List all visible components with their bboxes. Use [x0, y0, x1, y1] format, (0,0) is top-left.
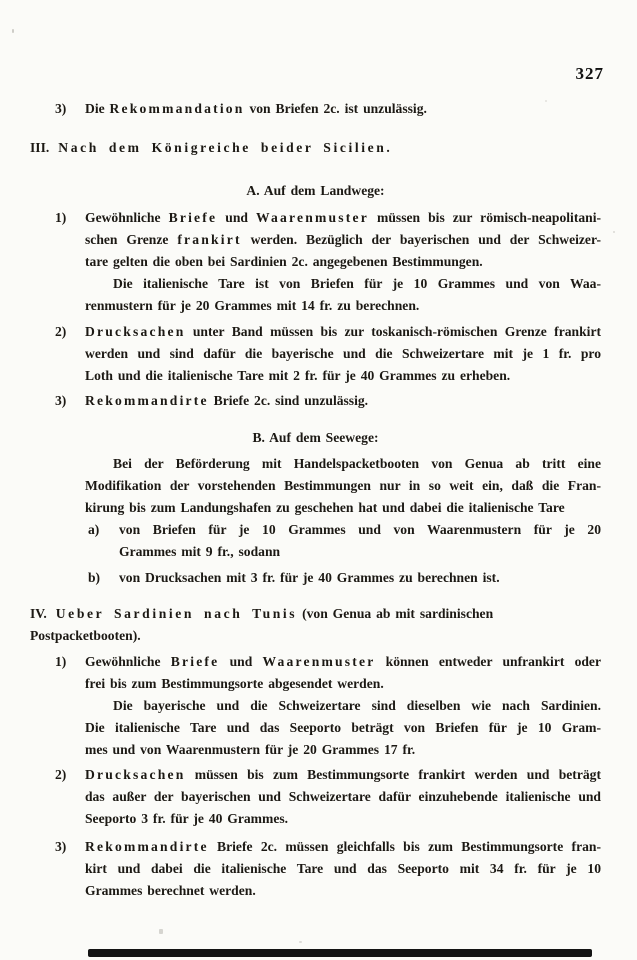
text-line: Die italienische Tare und das Seeporto beträgt von Briefen für je 10 Gram- [85, 720, 601, 735]
scan-edge-bar [88, 949, 592, 957]
text-line: mes und von Waarenmustern für je 20 Grammes 17 fr. [85, 742, 416, 757]
scan-speck [545, 100, 547, 102]
section-title: Nach dem Königreiche beider Sicilien. [58, 140, 393, 155]
item-number: 2) [55, 767, 67, 782]
paragraph [85, 695, 601, 761]
sub-list-item [88, 519, 601, 563]
item-letter: b) [88, 570, 101, 585]
text-line: Rekommandirte Briefe 2c. müssen gleichfalls bis zum Bestimmungsorte fran- [85, 839, 601, 854]
text-line: renmustern für je 20 Grammes mit 14 fr. zu berechnen. [85, 298, 420, 313]
item-text [85, 321, 601, 387]
text-line: Drucksachen unter Band müssen bis zur toskanisch-römischen Grenze frankirt [85, 324, 601, 339]
item-number: 2) [55, 324, 67, 339]
paragraph [85, 453, 601, 519]
text-line: Drucksachen müssen bis zum Bestimmungsorte frankirt werden und beträgt [85, 767, 601, 782]
text-line: das außer der bayerischen und Schweizertare dafür einzuhebende italienische und [85, 789, 601, 804]
item-text [85, 836, 601, 902]
text-line: Modifikation der vorstehenden Bestimmungen nur in so weit ein, daß die Fran- [85, 478, 601, 493]
section-title: Ueber Sardinien nach Tunis [55, 606, 298, 621]
subsection-heading-a: A. Auf dem Landwege: [246, 183, 385, 198]
paragraph [85, 273, 601, 317]
text-line: tare gelten die oben bei Sardinien 2c. angegebenen Bestimmungen. [85, 254, 483, 269]
paragraph-block [55, 453, 601, 519]
text-line: Loth und die italienische Tare mit 2 fr. für je 40 Grammes zu erheben. [85, 368, 511, 383]
list-item [55, 764, 601, 830]
section-title-tail: (von Genua ab mit sardinischen Postpacketbooten). [30, 606, 494, 643]
item-text [85, 764, 601, 830]
text-line: kirung bis zum Landungshafen zu geschehen hat und dabei die italienische Tare [85, 500, 565, 515]
list-item [55, 207, 601, 317]
list-item [55, 321, 601, 387]
section-numeral: III. [30, 140, 50, 155]
scan-speck [299, 941, 302, 943]
text-line: von Briefen für je 10 Grammes und von Waarenmustern für je 20 [119, 522, 601, 537]
text-line: Gewöhnliche Briefe und Waarenmuster müssen bis zur römisch-neapolitani- [85, 210, 602, 225]
text-line: Grammes berechnet werden. [85, 883, 256, 898]
item-number: 3) [55, 101, 67, 116]
section-heading-iii [30, 137, 601, 159]
sub-list-item [88, 567, 601, 589]
paragraph [85, 207, 601, 273]
section-heading-iv [30, 603, 601, 647]
section-numeral: IV. [30, 606, 47, 621]
text-line: Die bayerische und die Schweizertare sind dieselben wie nach Sardinien. [113, 698, 601, 713]
item-text [85, 390, 601, 412]
item-text [119, 519, 601, 563]
item-text [119, 567, 601, 589]
paragraph [85, 651, 601, 695]
subsection-heading-b: B. Auf dem Seewege: [252, 430, 379, 445]
item-number: 1) [55, 210, 67, 225]
list-item [55, 390, 601, 412]
item-text [85, 207, 601, 317]
scan-speck [613, 231, 615, 233]
text-line: Grammes mit 9 fr., sodann [119, 544, 281, 559]
item-number: 1) [55, 654, 67, 669]
item-number-spacer [55, 453, 85, 519]
list-item [55, 651, 601, 761]
item-number: 3) [55, 393, 67, 408]
text-line: kirt und dabei die italienische Tare und das Seeporto mit 34 fr. für je 10 [85, 861, 601, 876]
text-line: Rekommandirte Briefe 2c. sind unzulässig. [85, 393, 369, 408]
text-line: Die italienische Tare ist von Briefen für je 10 Grammes und von Waa- [113, 276, 601, 291]
item-letter: a) [88, 522, 100, 537]
text-line: Seeporto 3 fr. für je 40 Grammes. [85, 811, 289, 826]
text-line: werden und sind dafür die bayerische und die Schweizertare mit je 1 fr. pro [85, 346, 601, 361]
list-item [55, 98, 601, 120]
text-line: Die Rekommandation von Briefen 2c. ist unzulässig. [85, 101, 427, 116]
item-text [85, 98, 601, 120]
page-number: 327 [575, 64, 604, 83]
text-line: schen Grenze frankirt werden. Bezüglich der bayerischen und der Schweizer- [85, 232, 601, 247]
text-line: Gewöhnliche Briefe und Waarenmuster können entweder unfrankirt oder [85, 654, 601, 669]
item-number: 3) [55, 839, 67, 854]
text-line: von Drucksachen mit 3 fr. für je 40 Grammes zu berechnen ist. [119, 570, 500, 585]
item-text [85, 651, 601, 761]
text-line: Bei der Beförderung mit Handelspacketbooten von Genua ab tritt eine [113, 456, 601, 471]
scan-speck [159, 929, 163, 934]
list-item [55, 836, 601, 902]
scan-speck [12, 29, 14, 33]
text-line: frei bis zum Bestimmungsorte abgesendet werden. [85, 676, 384, 691]
